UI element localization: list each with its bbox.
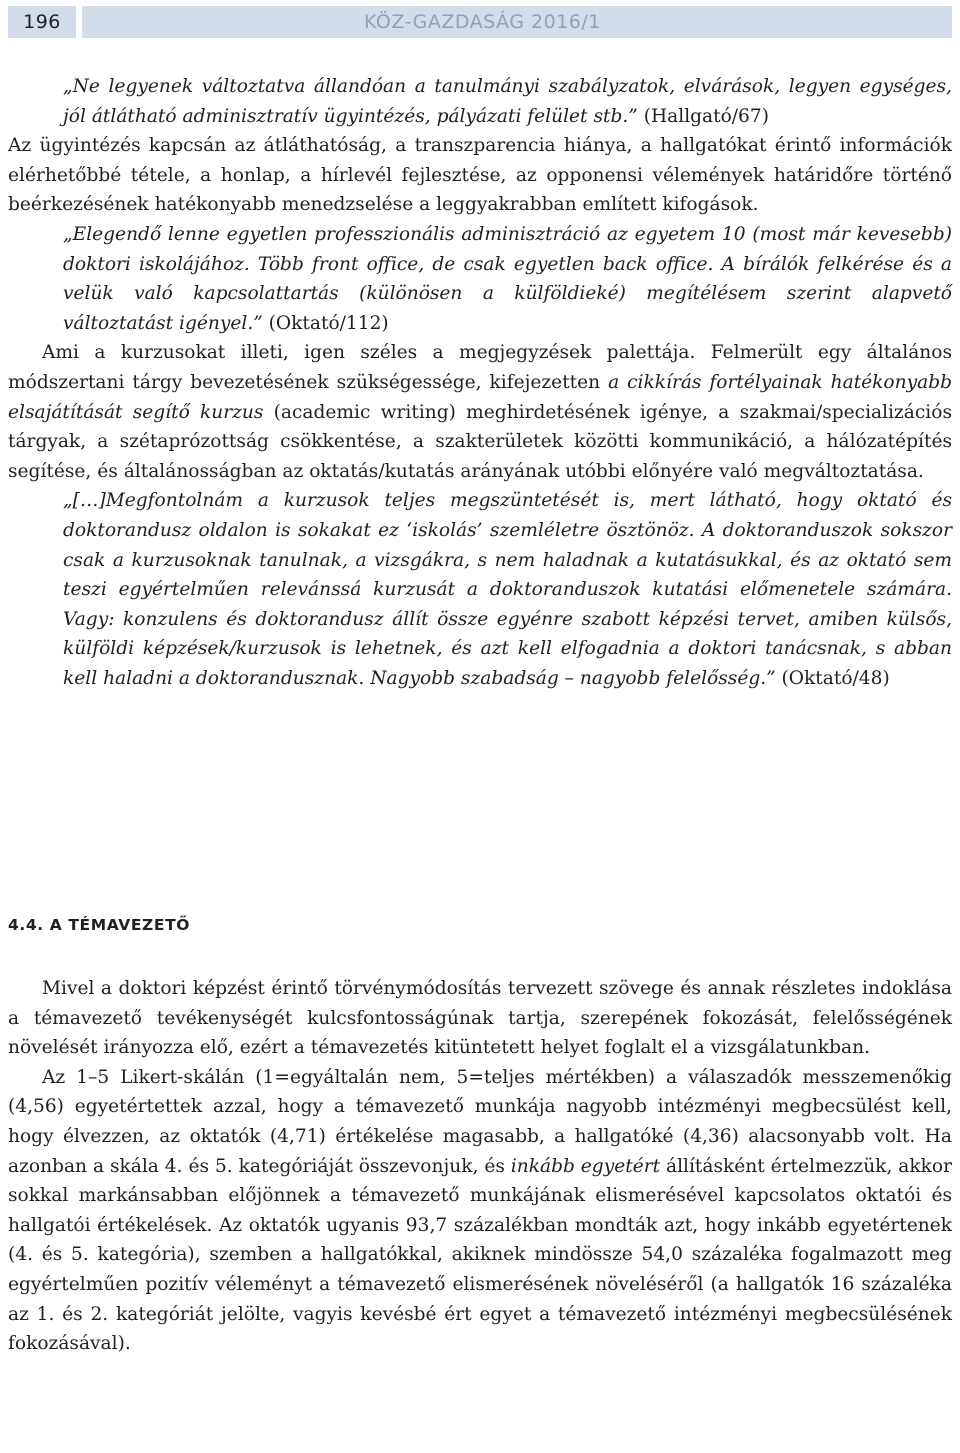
- regular-text: Mivel a doktori képzést érintő törvénymódosítás tervezett szövege és annak részletes indoklása a témavezető tevékenységét kulcsfontosságúnak tartja, szerepének fokozását, felelősségének növelését irányozza elő, ezért a témavezetés kitüntetett helyet foglalt el a vizsgálatunkban.: [8, 978, 952, 1059]
- regular-text: állításként értelmezzük, akkor sokkal markánsabban előjönnek a témavezető munkájának elismerésével kapcsolatos oktatói és hallgatói értékelések. Az oktatók ugyanis 93,7 százalékban mondták azt, hogy inkább egyetértenek (4. és 5. kategória), szemben a hallgatókkal, akiknek mindössze 54,0 százaléka fogalmazott meg egyértelműen pozitív véleményt a témavezető elismerésének növeléséről (a hallgatók 16 százaléka az 1. és 2. kategóriát jelölte, vagyis kevésbé ért egyet a témavezető intézményi megbecsülésének fokozásával).: [8, 1155, 952, 1355]
- section-heading: 4.4. A TÉMAVEZETŐ: [8, 916, 191, 934]
- italic-text: „Ne legyenek változtatva állandóan a tanulmányi szabályzatok, elvárások, legyen egységes, jól átlátható adminisztratív ügyintézés, pályázati felület stb.”: [63, 76, 952, 127]
- page-number: 196: [8, 6, 76, 38]
- quote-paragraph: [63, 220, 952, 338]
- regular-text: (Hallgató/67): [643, 105, 769, 127]
- journal-title: KÖZ-GAZDASÁG 2016/1: [82, 6, 952, 38]
- regular-text: (Oktató/112): [268, 312, 389, 334]
- regular-text: Ami a kurzusokat illeti, igen széles a megjegyzések palettája. Felmerült egy általános módszertani tárgy bevezetésének szükségessége, kifejezetten: [8, 342, 952, 393]
- regular-text: (academic writing) meghirdetésének igénye, a szakmai/specializációs tárgyak, a szétaprózottság csökkentése, a szakterületek közötti kommunikáció, a hálózatépítés segítése, és általánosságban az oktatás/kutatás arányának utóbbi előnyére való megváltoztatása.: [8, 401, 952, 482]
- regular-text: (Oktató/48): [781, 667, 890, 689]
- regular-text: Az ügyintézés kapcsán az átláthatóság, a transzparencia hiánya, a hallgatókat érintő információk elérhetőbbé tétele, a honlap, a hírlevél fejlesztése, az opponensi vélemények határidőre történő beérkezésének hatékonyabb menedzselése a leggyakrabban említett kifogások.: [8, 135, 952, 216]
- body-paragraph: [8, 131, 952, 220]
- page-header: [8, 6, 952, 38]
- main-text-block-1: [8, 72, 952, 693]
- quote-paragraph: [63, 486, 952, 693]
- italic-text: „[…]Megfontolnám a kurzusok teljes megszüntetését is, mert látható, hogy oktató és doktorandusz oldalon is sokakat ez ‘iskolás’ szemléletre ösztönöz. A doktoranduszok sokszor csak a kurzusoknak tanulnak, a vizsgákra, s nem haladnak a kutatásukkal, és az oktató sem teszi egyértelműen relevánssá kurzusát a doktoranduszok kutatási előmenetele számára. Vagy: konzulens és doktorandusz állít össze egyénre szabott képzési tervet, amiben külsős, külföldi képzések/kurzusok is lehetnek, és azt kell elfogadnia a doktori tanácsnak, s abban kell haladni a doktorandusznak. Nagyobb szabadság – nagyobb felelősség.”: [63, 490, 952, 689]
- body-paragraph: [8, 974, 952, 1063]
- quote-paragraph: [63, 72, 952, 131]
- body-paragraph: [8, 1063, 952, 1359]
- italic-text: a cikkírás fortélyainak hatékonyabb elsajátítását segítő kurzus: [8, 371, 952, 423]
- italic-text: inkább egyetért: [510, 1155, 661, 1177]
- main-text-block-2: [8, 974, 952, 1359]
- italic-text: „Elegendő lenne egyetlen professzionális adminisztráció az egyetem 10 (most már kevesebb) doktori iskolájához. Több front office, de csak egyetlen back office. A bírálók felkérése és a velük való kapcsolattartás (különösen a külföldieké) megítélésem szerint alapvető változtatást igényel.”: [63, 223, 952, 334]
- body-paragraph: [8, 338, 952, 486]
- regular-text: Az 1–5 Likert-skálán (1=egyáltalán nem, 5=teljes mértékben) a válaszadók messzemenőkig (4,56) egyetértettek azzal, hogy a témavezető munkája nagyobb intézményi megbecsülést kell, hogy élvezzen, az oktatók (4,71) értékelése magasabb, a hallgatóké (4,36) alacsonyabb volt. Ha azonban a skála 4. és 5. kategóriáját összevonjuk, és: [8, 1066, 952, 1177]
